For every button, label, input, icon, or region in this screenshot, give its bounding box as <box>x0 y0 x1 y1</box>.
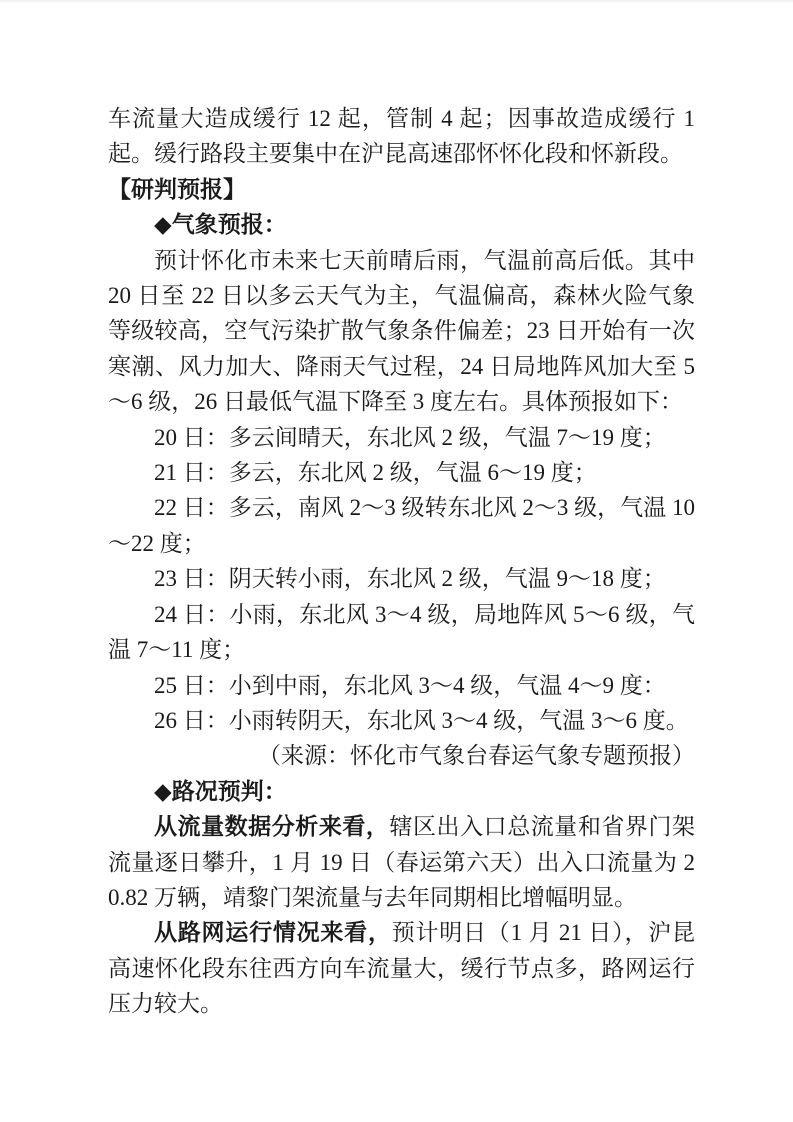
traffic-flow-lead-in: 从流量数据分析来看， <box>154 813 390 840</box>
source-attribution: （来源：怀化市气象台春运气象专题预报） <box>258 743 695 769</box>
road-network-text: 预计明日（1 月 21 日），沪昆高速怀化段东往西方向车流量大，缓行节点多，路网运行压力较大。 <box>108 920 696 1017</box>
paragraph-road-network-analysis <box>108 915 695 1021</box>
subheading-road-condition-forecast: ◆路况预判： <box>154 777 287 804</box>
forecast-line-day23: 23 日：阴天转小雨，东北风 2 级，气温 9～18 度； <box>154 566 666 592</box>
paragraph-traffic-continuation: 车流量大造成缓行 12 起，管制 4 起；因事故造成缓行 1 起。缓行路段主要集中在沪昆高速邵怀怀化段和怀新段。 <box>108 106 695 167</box>
subheading-weather-forecast: ◆气象预报： <box>154 211 287 238</box>
forecast-line-day25: 25 日：小到中雨，东北风 3～4 级，气温 4～9 度： <box>154 672 666 698</box>
paragraph-weather-summary: 预计怀化市未来七天前晴后雨，气温前高后低。其中 20 日至 22 日以多云天气为主，气温偏高，森林火险气象等级较高，空气污染扩散气象条件偏差；23 日开始有一次寒潮、风力加大、降雨天气过程，24 日局地阵风加大至 5～6 级，26 日最低气温下降至 3 度左右。具体预报如下： <box>108 247 695 415</box>
forecast-line-day20: 20 日：多云间晴天，东北风 2 级，气温 7～19 度； <box>154 424 666 450</box>
forecast-line-day24: 24 日：小雨，东北风 3～4 级，局地阵风 5～6 级，气温 7～11 度； <box>108 601 695 663</box>
forecast-line-day21: 21 日：多云，东北风 2 级，气温 6～19 度； <box>154 460 597 486</box>
traffic-flow-text: 辖区出入口总流量和省界门架流量逐日攀升，1 月 19 日（春运第六天）出入口流量为 20.82 万辆，靖黎门架流量与去年同期相比增幅明显。 <box>108 814 696 910</box>
paragraph-traffic-flow-analysis <box>108 809 695 915</box>
section-heading-research-forecast: 【研判预报】 <box>108 175 246 202</box>
forecast-line-day22: 22 日：多云，南风 2～3 级转东北风 2～3 级，气温 10～22 度； <box>108 495 695 556</box>
road-network-lead-in: 从路网运行情况来看， <box>154 919 392 946</box>
forecast-line-day26: 26 日：小雨转阴天，东北风 3～4 级，气温 3～6 度。 <box>154 707 689 733</box>
